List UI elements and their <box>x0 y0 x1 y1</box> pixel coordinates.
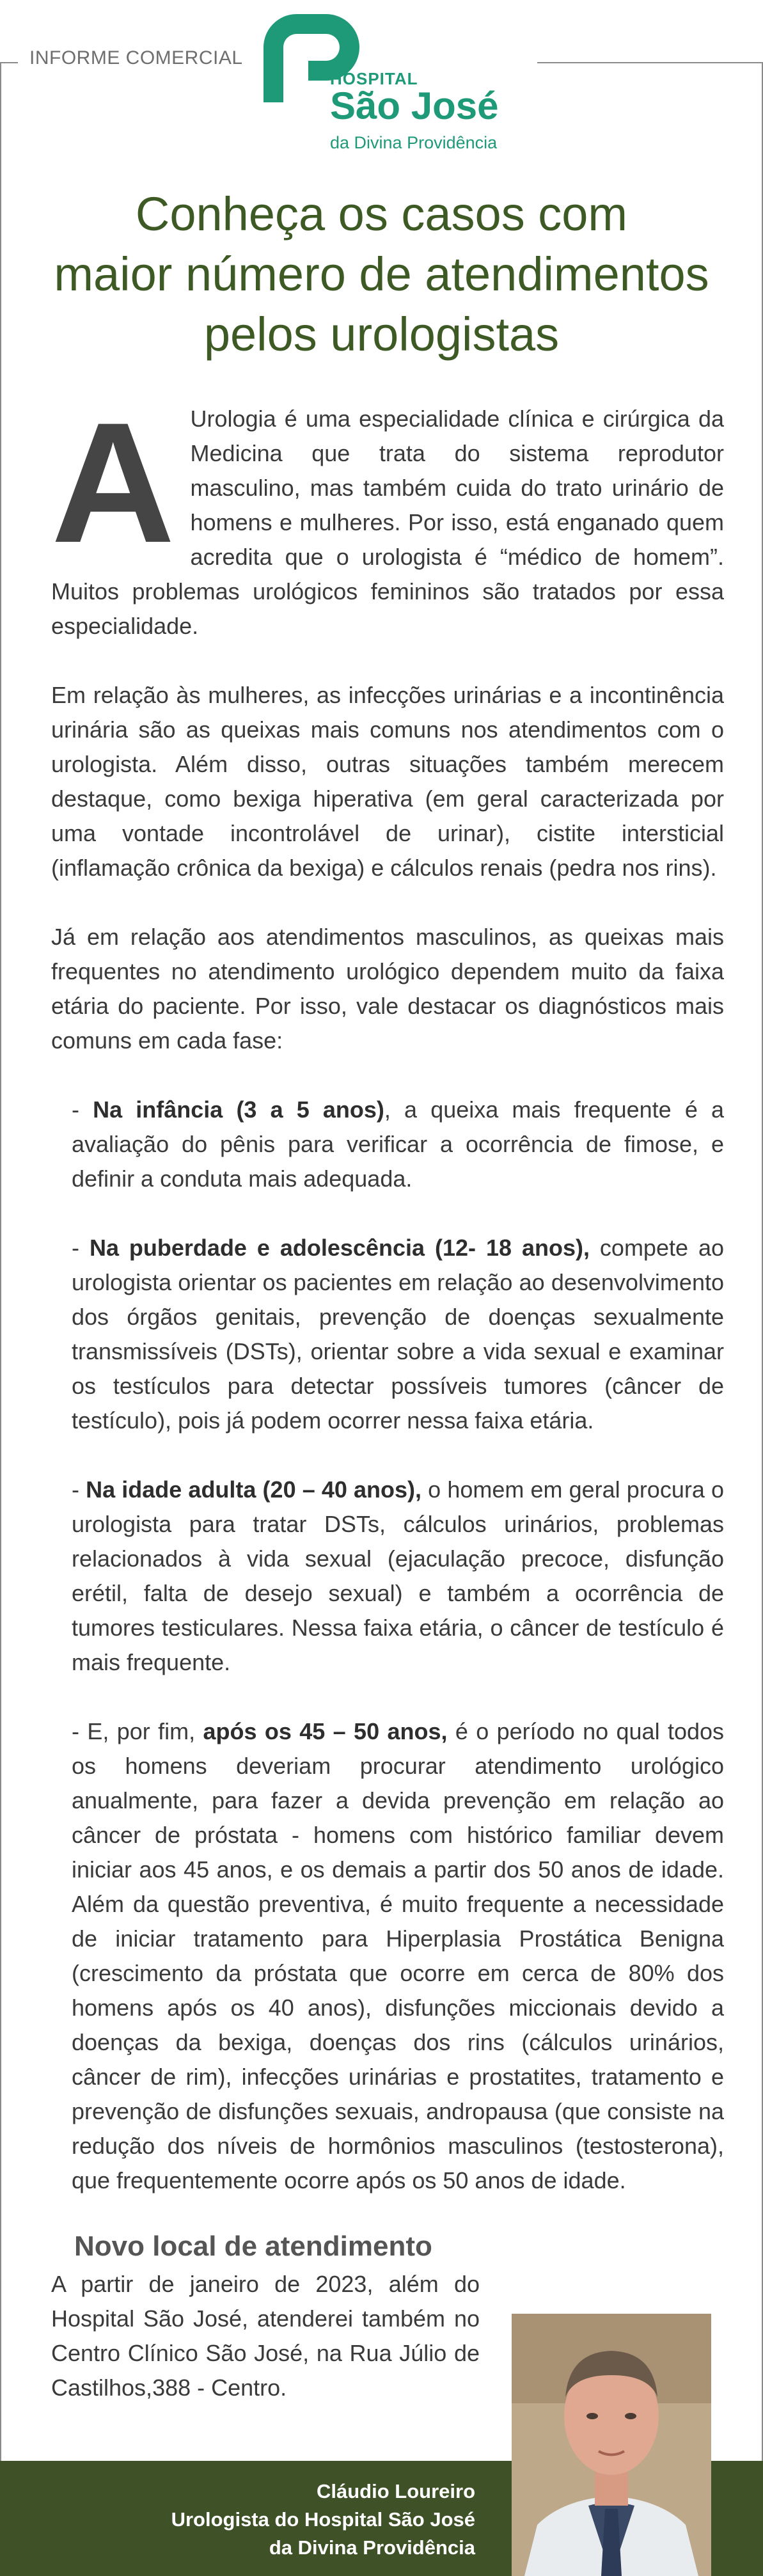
item-final <box>51 1714 724 2198</box>
item-puberdade-bold: Na puberdade e adolescência (12- 18 anos), <box>89 1235 590 1261</box>
doctor-name: Cláudio Loureiro <box>317 2480 475 2502</box>
novo-local-text: A partir de janeiro de 2023, além do Hospital São José, atenderei também no Centro Clínico São José, na Rua Júlio de Castilhos,388 - Centro. <box>51 2271 480 2401</box>
item-infancia-bold: Na infância (3 a 5 anos) <box>93 1096 384 1123</box>
headline <box>26 184 737 365</box>
doctor-photo <box>512 2314 711 2576</box>
paragraph-men: Já em relação aos atendimentos masculinos, as queixas mais frequentes no atendimento urológico dependem muito da faixa etária do paciente. Por isso, vale destacar os diagnósticos mais comuns em cada fase: <box>51 924 724 1054</box>
signature <box>171 2477 475 2562</box>
paragraph-intro-text: Urologia é uma especialidade clínica e cirúrgica da Medicina que trata do sistema reprodutor masculino, mas também cuida do trato urinário de homens e mulheres. Por isso, está enganado quem acredita que o urologista é “médico de homem”. Muitos problemas urológicos femininos são tratados por essa especialidade. <box>51 406 724 639</box>
item-adulta <box>51 1473 724 1680</box>
item-adulta-text: o homem em geral procura o urologista para tratar DSTs, cálculos urinários, problemas relacionados à vida sexual (ejaculação precoce, disfunção erétil, falta de desejo sexual) e também a ocorrência de tumores testiculares. Nessa faixa etária, o câncer de testículo é mais frequente. <box>72 1476 725 1675</box>
doctor-institution: da Divina Providência <box>269 2536 475 2559</box>
item-adulta-prefix: - <box>72 1476 86 1503</box>
frame-left <box>0 62 1 2461</box>
section-label: INFORME COMERCIAL <box>29 47 243 68</box>
paragraph-intro <box>51 386 724 644</box>
headline-line-2: maior número de atendimentos <box>54 248 709 301</box>
item-final-text: é o período no qual todos os homens deveriam procurar atendimento urológico anualmente, para fazer a devida prevenção em relação ao câncer de próstata - homens com histórico familiar devem iniciar aos 45 anos, e os demais a partir dos 50 anos de idade. Além da questão preventiva, é muito frequente a necessidade de iniciar tratamento para Hiperplasia Prostática Benigna (crescimento da próstata que ocorre em cerca de 80% dos homens após os 40 anos), disfunções miccionais devido a doenças da bexiga, doenças dos rins (cálculos urinários, câncer de rim), infecções urinárias e prostatites, tratamento e prevenção de disfunções sexuais, andropausa (que consiste na redução dos níveis de hormônios masculinos (testosterona), que frequentemente ocorre após os 50 anos de idade. <box>72 1718 725 2193</box>
doctor-portrait <box>512 2314 711 2576</box>
paragraph-women: Em relação às mulheres, as infecções urinárias e a incontinência urinária são as queixas mais comuns nos atendimentos com o urologista. Além disso, outras situações também merecem destaque, como bexiga hiperativa (em geral caracterizada por uma vontade incontrolável de urinar), cistite intersticial (inflamação crônica da bexiga) e cálculos renais (pedra nos rins). <box>51 682 724 881</box>
doctor-role: Urologista do Hospital São José <box>171 2508 475 2531</box>
logo-hospital-text: HOSPITAL <box>330 69 418 88</box>
frame-top-right <box>537 62 763 63</box>
frame-top-left <box>0 62 18 63</box>
drop-cap: A <box>51 386 175 578</box>
hospital-logo <box>251 0 545 160</box>
item-final-bold: após os 45 – 50 anos, <box>203 1718 448 1744</box>
logo-name-text: São José <box>330 84 499 127</box>
headline-line-1: Conheça os casos com <box>135 187 628 241</box>
item-infancia <box>51 1093 724 1196</box>
item-infancia-prefix: - <box>72 1096 93 1123</box>
item-puberdade-text: compete ao urologista orientar os pacientes em relação ao desenvolvimento dos órgãos genitais, prevenção de doenças sexualmente transmissíveis (DSTs), orientar sobre a vida sexual e examinar os testículos para detectar possíveis tumores (câncer de testículo), pois já podem ocorrer nessa faixa etária. <box>72 1235 725 1434</box>
headline-line-3: pelos urologistas <box>203 308 560 361</box>
logo-subtitle-text: da Divina Providência <box>330 133 498 152</box>
item-infancia-text: , a queixa mais frequente é a avaliação do pênis para verificar a ocorrência de fimose, e definir a conduta mais adequada. <box>72 1096 724 1192</box>
article-body <box>51 386 725 2232</box>
novo-local-title: Novo local de atendimento <box>74 2231 432 2262</box>
item-adulta-bold: Na idade adulta (20 – 40 anos), <box>86 1476 422 1503</box>
item-final-prefix: - E, por fim, <box>72 1718 203 1744</box>
item-puberdade-prefix: - <box>72 1235 90 1261</box>
item-puberdade <box>51 1231 724 1438</box>
